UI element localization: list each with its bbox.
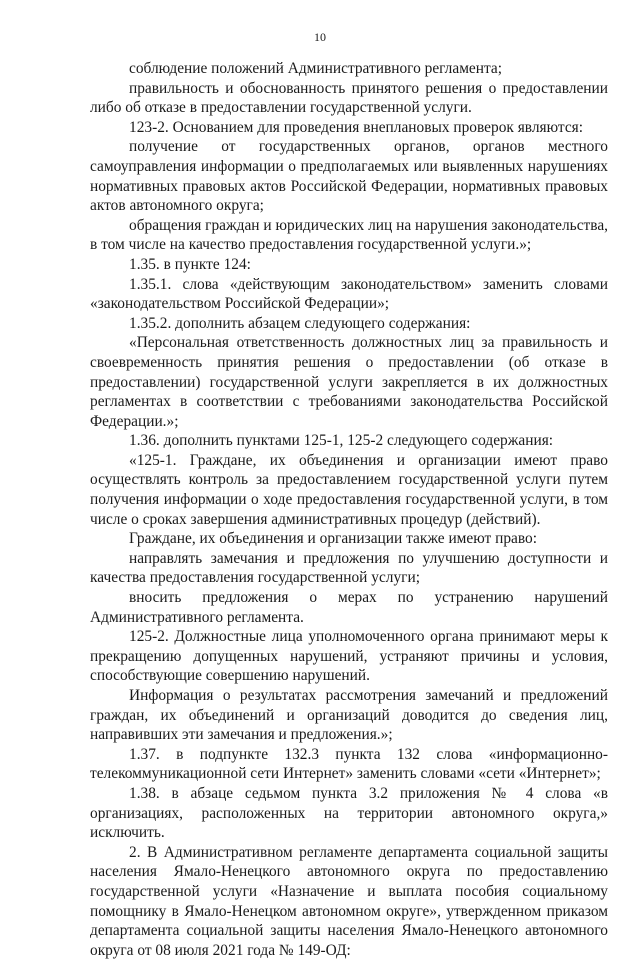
paragraph: направлять замечания и предложения по улучшению доступности и качества предоставления государственной услуги; [90,549,608,587]
paragraph: 1.38. в абзаце седьмом пункта 3.2 приложения № 4 слова «в организациях, расположенных на территории автономного округа,» исключить. [90,784,608,842]
paragraph: 1.35.2. дополнить абзацем следующего содержания: [129,314,471,332]
paragraph: 1.36. дополнить пунктами 125-1, 125-2 следующего содержания: [129,432,554,450]
page-number: 10 [314,30,326,44]
paragraph: обращения граждан и юридических лиц на нарушения законодательства, в том числе на качество предоставления государственной услуги.»; [90,216,608,254]
paragraph: 1.35.1. слова «действующим законодательством» заменить словами «законодательством Российской Федерации»; [90,275,608,313]
paragraph: правильность и обоснованность принятого решения о предоставлении либо об отказе в предоставлении государственной услуги. [90,79,608,117]
paragraph: 1.35. в пункте 124: [129,255,251,273]
paragraph: получение от государственных органов, органов местного самоуправления информации о предполагаемых или выявленных нарушениях нормативных правовых актов Российской Федерации, нормативных правовых актов автономного округа; [90,138,608,215]
document-body [90,59,608,960]
paragraph: «125-1. Граждане, их объединения и организации имеют право осуществлять контроль за предоставлением государственной услуги путем получения информации о ходе предоставления государственной услуги, в том числе о сроках завершения административных процедур (действий). [90,451,608,528]
paragraph: соблюдение положений Административного регламента; [129,60,503,77]
paragraph: Информация о результатах рассмотрения замечаний и предложений граждан, их объединений и организаций доводится до сведения лиц, направивших эти замечания и предложения.»; [90,687,608,744]
paragraph: 1.37. в подпункте 132.3 пункта 132 слова «информационно-телекоммуникационной сети Интернет» заменить словами «сети «Интернет»; [90,745,608,783]
paragraph: 2. В Административном регламенте департамента социальной защиты населения Ямало-Ненецкого автономного округа по предоставлению государственной услуги «Назначение и выплата пособия социальному помощнику в Ямало-Ненецком автономном округе», утвержденном приказом департамента социальной защиты населения Ямало-Ненецкого автономного округа от 08 июля 2021 года № 149-ОД: [90,843,608,959]
paragraph: Граждане, их объединения и организации также имеют право: [129,530,538,548]
paragraph: 125-2. Должностные лица уполномоченного органа принимают меры к прекращению допущенных нарушений, устраняют причины и условия, способствующие совершению нарушений. [90,628,608,685]
paragraph: 123-2. Основанием для проведения внеплановых проверок являются: [129,118,584,136]
paragraph: «Персональная ответственность должностных лиц за правильность и своевременность принятия решения о предоставлении (об отказе в предоставлении) государственной услуги закрепляется в их должностных регламентах в соответствии с требованиями законодательства Российской Федерации.»; [90,334,608,430]
paragraph: вносить предложения о мерах по устранению нарушений Административного регламента. [90,589,608,626]
